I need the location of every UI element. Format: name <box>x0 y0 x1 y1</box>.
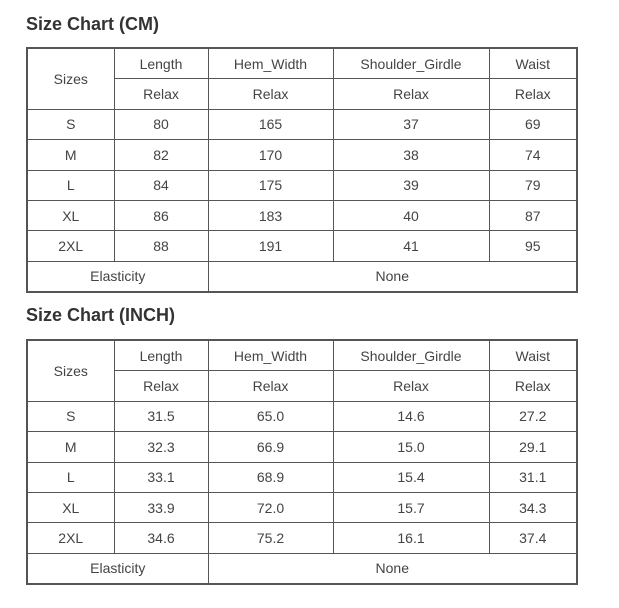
size-cell: M <box>27 432 114 462</box>
table-row <box>27 231 577 261</box>
hem-width-cell: 170 <box>208 140 333 170</box>
shoulder-girdle-cell: 15.0 <box>333 432 489 462</box>
header-hem-width: Hem_Width <box>208 48 333 79</box>
length-cell: 88 <box>114 231 208 261</box>
shoulder-girdle-cell: 39 <box>333 170 489 200</box>
hem-width-cell: 65.0 <box>208 401 333 431</box>
size-chart-inch-title: Size Chart (INCH) <box>26 305 176 325</box>
waist-cell: 87 <box>489 200 577 230</box>
shoulder-girdle-cell: 14.6 <box>333 401 489 431</box>
size-cell: 2XL <box>27 231 114 261</box>
table-row <box>27 523 577 553</box>
length-cell: 84 <box>114 170 208 200</box>
shoulder-girdle-cell: 15.4 <box>333 462 489 492</box>
waist-cell: 29.1 <box>489 432 577 462</box>
header-shoulder-girdle: Shoulder_Girdle <box>333 340 489 371</box>
size-cell: S <box>27 401 114 431</box>
size-chart-inch-table <box>26 339 578 585</box>
length-cell: 82 <box>114 140 208 170</box>
shoulder-girdle-cell: 41 <box>333 231 489 261</box>
waist-cell: 31.1 <box>489 462 577 492</box>
subheader-cell: Relax <box>114 79 208 109</box>
size-cell: 2XL <box>27 523 114 553</box>
table-row <box>27 170 577 200</box>
hem-width-cell: 183 <box>208 200 333 230</box>
waist-cell: 37.4 <box>489 523 577 553</box>
header-waist: Waist <box>489 340 577 371</box>
length-cell: 86 <box>114 200 208 230</box>
length-cell: 80 <box>114 109 208 139</box>
table-row <box>27 200 577 230</box>
table-row <box>27 462 577 492</box>
size-cell: M <box>27 140 114 170</box>
subheader-cell: Relax <box>208 371 333 401</box>
table-row <box>27 401 577 431</box>
length-cell: 34.6 <box>114 523 208 553</box>
table-row <box>27 140 577 170</box>
header-row <box>27 48 577 79</box>
subheader-cell: Relax <box>489 371 577 401</box>
elasticity-label: Elasticity <box>27 553 208 584</box>
elasticity-label: Elasticity <box>27 261 208 292</box>
size-cell: S <box>27 109 114 139</box>
header-sizes: Sizes <box>27 340 114 401</box>
table-row <box>27 109 577 139</box>
length-cell: 32.3 <box>114 432 208 462</box>
waist-cell: 79 <box>489 170 577 200</box>
waist-cell: 69 <box>489 109 577 139</box>
header-row <box>27 340 577 371</box>
shoulder-girdle-cell: 40 <box>333 200 489 230</box>
hem-width-cell: 75.2 <box>208 523 333 553</box>
hem-width-cell: 68.9 <box>208 462 333 492</box>
size-chart-cm-title: Size Chart (CM) <box>26 14 160 34</box>
hem-width-cell: 175 <box>208 170 333 200</box>
subheader-cell: Relax <box>208 79 333 109</box>
shoulder-girdle-cell: 37 <box>333 109 489 139</box>
waist-cell: 95 <box>489 231 577 261</box>
shoulder-girdle-cell: 38 <box>333 140 489 170</box>
header-length: Length <box>114 340 208 371</box>
length-cell: 33.9 <box>114 492 208 522</box>
length-cell: 33.1 <box>114 462 208 492</box>
length-cell: 31.5 <box>114 401 208 431</box>
subheader-cell: Relax <box>114 371 208 401</box>
header-length: Length <box>114 48 208 79</box>
shoulder-girdle-cell: 15.7 <box>333 492 489 522</box>
elasticity-value: None <box>208 553 577 584</box>
header-sizes: Sizes <box>27 48 114 109</box>
elasticity-row <box>27 261 577 292</box>
size-cell: L <box>27 170 114 200</box>
hem-width-cell: 165 <box>208 109 333 139</box>
header-hem-width: Hem_Width <box>208 340 333 371</box>
size-cell: XL <box>27 200 114 230</box>
hem-width-cell: 66.9 <box>208 432 333 462</box>
size-cell: XL <box>27 492 114 522</box>
waist-cell: 74 <box>489 140 577 170</box>
table-row <box>27 492 577 522</box>
waist-cell: 34.3 <box>489 492 577 522</box>
hem-width-cell: 72.0 <box>208 492 333 522</box>
header-waist: Waist <box>489 48 577 79</box>
subheader-cell: Relax <box>333 79 489 109</box>
size-cell: L <box>27 462 114 492</box>
elasticity-value: None <box>208 261 577 292</box>
table-row <box>27 432 577 462</box>
elasticity-row <box>27 553 577 584</box>
hem-width-cell: 191 <box>208 231 333 261</box>
subheader-cell: Relax <box>489 79 577 109</box>
size-chart-cm-table <box>26 47 578 293</box>
shoulder-girdle-cell: 16.1 <box>333 523 489 553</box>
subheader-cell: Relax <box>333 371 489 401</box>
waist-cell: 27.2 <box>489 401 577 431</box>
header-shoulder-girdle: Shoulder_Girdle <box>333 48 489 79</box>
